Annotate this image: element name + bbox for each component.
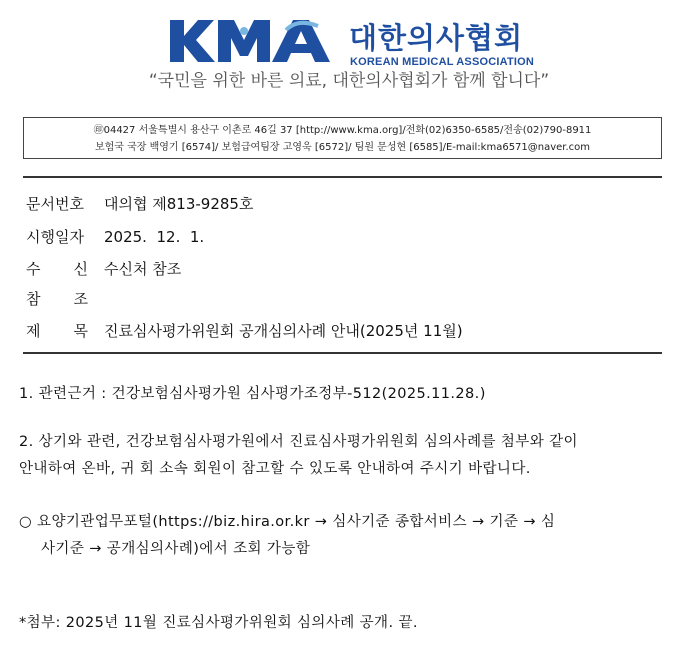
divider-top (23, 176, 662, 178)
attachment-note (19, 610, 664, 637)
recipient-row (26, 258, 181, 280)
subject-row (26, 320, 463, 342)
recipient-label: 수 신 (26, 260, 88, 278)
portal-line-2: 사기준 → 공개심의사례)에서 조회 가능함 (41, 541, 311, 557)
subject-label: 제 목 (26, 322, 88, 340)
divider-bottom (23, 352, 662, 354)
subject-value: 진료심사평가위원회 공개심의사례 안내(2025년 11월) (104, 322, 463, 340)
doc-number-row (26, 193, 253, 215)
org-name-korean: 대한의사협회 (349, 21, 524, 55)
date-label: 시행일자 (26, 228, 84, 246)
org-name-english: KOREAN MEDICAL ASSOCIATION (350, 56, 535, 68)
notice-line-1: 2. 상기와 관련, 건강보험심사평가원에서 진료심사평가위원회 심의사례를 첨부와 같이 (19, 434, 578, 450)
paragraph-portal (19, 509, 664, 563)
paragraph-basis (19, 381, 664, 408)
reference-label: 참 조 (26, 290, 88, 308)
slogan: “국민을 위한 바른 의료, 대한의사협회가 함께 합니다” (148, 71, 550, 91)
portal-line-1: ○ 요양기관업무포털(https://biz.hira.or.kr → 심사기준 종합서비스 → 기준 → 심 (19, 514, 556, 530)
attachment-line: *첨부: 2025년 11월 진료심사평가위원회 심의사례 공개. 끝. (19, 615, 418, 631)
contact-line-staff: 보험국 국장 백영기 [6574]/ 보험급여팀장 고영욱 [6572]/ 팀원 문성현 [6585]/E-mail:kma6571@naver.com (94, 142, 591, 153)
contact-box (23, 117, 662, 159)
contact-line-address: ㊞04427 서울특별시 용산구 이촌로 46길 37 [http://www.kma.org]/전화(02)6350-6585/전송(02)790-8911 (93, 125, 592, 136)
doc-number: 대의협 제813-9285호 (104, 195, 254, 213)
date-row (26, 226, 204, 248)
paragraph-notice (19, 429, 664, 483)
recipient-value: 수신처 참조 (104, 260, 182, 278)
kma-logo (168, 16, 343, 64)
basis-line: 1. 관련근거 : 건강보험심사평가원 심사평가조정부-512(2025.11.28.) (19, 386, 486, 402)
letterhead (0, 12, 698, 70)
doc-number-label: 문서번호 (26, 195, 84, 213)
notice-line-2: 안내하여 온바, 귀 회 소속 회원이 참고할 수 있도록 안내하여 주시기 바랍니다. (19, 461, 531, 477)
reference-row (26, 288, 104, 310)
date-value: 2025. 12. 1. (104, 228, 205, 246)
